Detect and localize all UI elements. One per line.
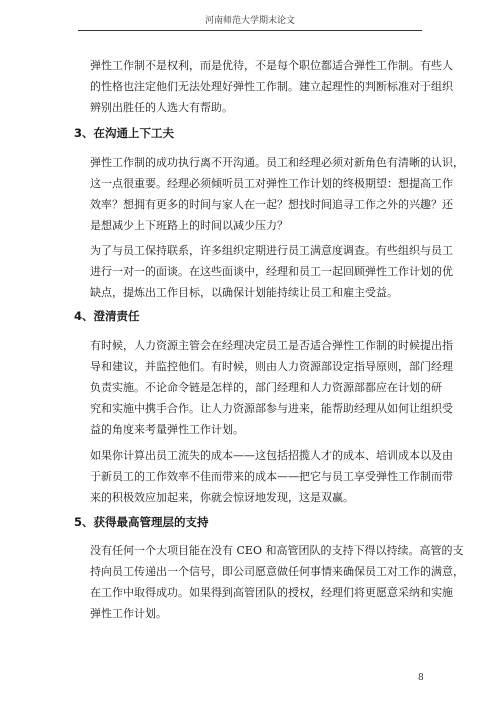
header-rule [78, 30, 422, 31]
text-line: 弹性工作计划。 [90, 607, 167, 620]
text-line: 于新员工的工作效率不佳而带来的成本——把它与员工享受弹性工作制而带 [90, 470, 453, 483]
paragraph [90, 540, 464, 624]
page-number: 8 [418, 673, 424, 683]
section-heading: 3、在沟通上下工夫 [74, 126, 175, 140]
text-line: 辨别出胜任的人选大有帮助。 [90, 101, 233, 114]
paragraph [90, 445, 453, 508]
paragraph [90, 335, 453, 440]
header-title: 河南师范大学期末论文 [204, 16, 295, 26]
text-line: 负责实施。不论命令链是怎样的，部门经理和人力资源部都应在计划的研 [90, 381, 442, 394]
text-line: 来的积极效应加起来，你就会惊讶地发现，这是双赢。 [90, 491, 354, 504]
text-line: 在工作中取得成功。如果得到高管团队的授权，经理们将更愿意采纳和实施 [90, 586, 453, 599]
text-line: 导和建议，并监控他们。有时候，则由人力资源部设定指导原则，部门经理 [90, 360, 453, 373]
text-line: 弹性工作制的成功执行离不开沟通。员工和经理必须对新角色有清晰的认识， [90, 156, 464, 169]
section-heading: 5、获得最高管理层的支持 [74, 515, 209, 529]
text-line: 是想减少上下班路上的时间以减少压力？ [90, 219, 288, 232]
text-line: 如果你计算出员工流失的成本——这包括招揽人才的成本、培训成本以及由 [90, 449, 453, 462]
paragraph [90, 152, 464, 236]
text-line: 益的角度来考量弹性工作计划。 [90, 423, 244, 436]
paragraph [90, 55, 453, 118]
paragraph [90, 240, 453, 303]
text-line: 没有任何一个大项目能在没有 CEO 和高管团队的支持下得以持续。高管的支 [90, 544, 464, 557]
section-heading: 4、澄清责任 [74, 309, 140, 323]
text-line: 缺点，提炼出工作目标，以确保计划能持续让员工和雇主受益。 [90, 286, 398, 299]
text-line: 这一点很重要。经理必须倾听员工对弹性工作计划的终极期望：想提高工作 [90, 177, 453, 190]
text-line: 究和实施中携手合作。让人力资源部参与进来，能帮助经理从如何让组织受 [90, 402, 453, 415]
text-line: 有时候，人力资源主管会在经理决定员工是否适合弹性工作制的时候提出指 [90, 339, 453, 352]
text-line: 为了与员工保持联系，许多组织定期进行员工满意度调查。有些组织与员工 [90, 244, 453, 257]
text-line: 的性格也注定他们无法处理好弹性工作制。建立起理性的判断标准对于组织 [90, 80, 453, 93]
text-line: 进行一对一的面谈。在这些面谈中，经理和员工一起回顾弹性工作计划的优 [90, 265, 453, 278]
text-line: 效率？想拥有更多的时间与家人在一起？想找时间追寻工作之外的兴趣？还 [90, 198, 453, 211]
text-line: 持向员工传递出一个信号，即公司愿意做任何事情来确保员工对工作的满意， [90, 565, 464, 578]
text-line: 弹性工作制不是权利，而是优待，不是每个职位都适合弹性工作制。有些人 [90, 59, 453, 72]
